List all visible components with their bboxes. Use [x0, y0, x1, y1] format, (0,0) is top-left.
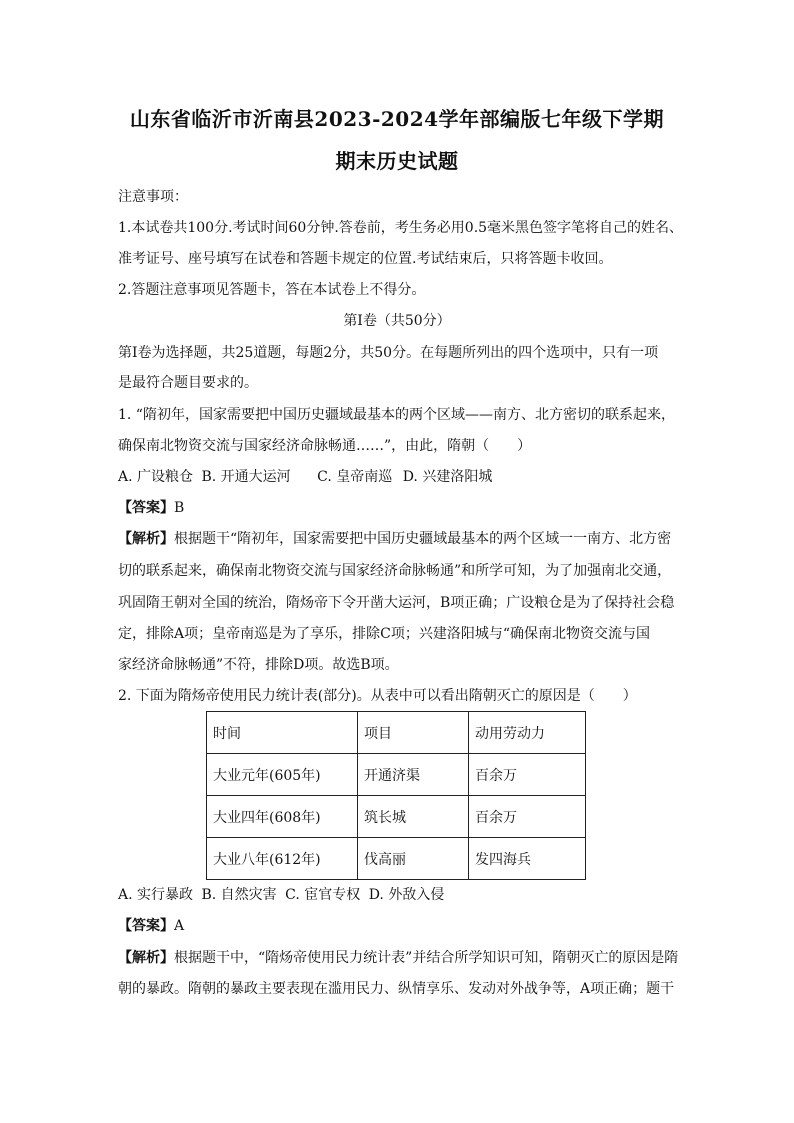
section1-heading: 第Ⅰ卷（共50分）	[343, 313, 451, 329]
q2-answer-value: A	[174, 918, 185, 934]
q1-answer-tag: 【答案】	[118, 500, 174, 516]
section1-intro-line2: 是最符合题目要求的。	[118, 375, 258, 391]
table-cell: 筑长城	[358, 796, 469, 838]
table-cell: 发四海兵	[469, 838, 586, 880]
q1-option-c: C. 皇帝南巡	[317, 469, 393, 485]
table-cell: 百余万	[469, 796, 586, 838]
exam-title-line1: 山东省临沂市沂南县2023-2024学年部编版七年级下学期	[129, 107, 665, 131]
q1-option-d: D. 兴建洛阳城	[402, 469, 493, 485]
q1-answer-value: B	[174, 500, 185, 516]
table-cell: 百余万	[469, 754, 586, 796]
q1-option-a: A. 广设粮仓	[118, 469, 194, 485]
table-row	[207, 838, 586, 880]
q1-analysis-text1: 根据题干“隋初年，国家需要把中国历史疆域最基本的两个区域一一南方、北方密	[174, 531, 672, 547]
exam-title-line2: 期末历史试题	[335, 149, 459, 173]
table-header-cell: 项目	[358, 712, 469, 754]
table-header-cell: 时间	[207, 712, 358, 754]
table-cell: 开通济渠	[358, 754, 469, 796]
q2-option-c: C. 宦官专权	[285, 887, 361, 903]
table-row	[207, 754, 586, 796]
table-cell: 大业元年(605年)	[207, 754, 358, 796]
q1-analysis-line4: 定，排除A项；皇帝南巡是为了享乐，排除C项；兴建洛阳城与“确保南北物资交流与国	[118, 626, 650, 642]
table-cell: 伐高丽	[358, 838, 469, 880]
table-cell: 大业四年(608年)	[207, 796, 358, 838]
q2-answer-tag: 【答案】	[118, 918, 174, 934]
q1-stem-line2: 确保南北物资交流与国家经济命脉畅通……”，由此，隋朝（ ）	[118, 438, 532, 454]
q1-analysis-line5: 家经济命脉畅通”不符，排除D项。故选B项。	[118, 657, 399, 673]
table-header-row	[207, 712, 586, 754]
q2-option-b: B. 自然灾害	[201, 887, 277, 903]
q1-analysis-line1	[118, 529, 688, 549]
q2-analysis-tag: 【解析】	[118, 950, 174, 966]
notice-item2: 2.答题注意事项见答题卡，答在本试卷上不得分。	[118, 282, 426, 298]
table-row	[207, 796, 586, 838]
table-cell: 大业八年(612年)	[207, 838, 358, 880]
q1-option-b: B. 开通大运河	[201, 469, 291, 485]
q2-analysis-line2: 朝的暴政。隋朝的暴政主要表现在滥用民力、纵情享乐、发动对外战争等，A项正确；题干	[118, 981, 675, 997]
q1-analysis-tag: 【解析】	[118, 531, 174, 547]
q2-option-d: D. 外敌入侵	[368, 887, 445, 903]
table-header-cell: 动用劳动力	[469, 712, 586, 754]
notice-item1-line1: 1.本试卷共100分.考试时间60分钟.答卷前，考生务必用0.5毫米黑色签字笔将自己的姓名、	[118, 220, 684, 236]
q1-options	[118, 467, 688, 487]
q1-analysis-line2: 切的联系起来，确保南北物资交流与国家经济命脉畅通”和所学可知，为了加强南北交通，	[118, 563, 672, 579]
q2-analysis-line1	[118, 948, 688, 968]
q2-labor-table	[206, 711, 586, 880]
section1-intro-line1: 第Ⅰ卷为选择题，共25道题，每题2分，共50分。在每题所列出的四个选项中，只有一项	[118, 345, 659, 361]
q2-stem: 2. 下面为隋炀帝使用民力统计表(部分)。从表中可以看出隋朝灭亡的原因是（ ）	[118, 688, 637, 704]
q2-answer	[118, 916, 688, 936]
notice-item1-line2: 准考证号、座号填写在试卷和答题卡规定的位置.考试结束后，只将答题卡收回。	[118, 251, 613, 267]
q1-stem-line1: 1. “隋初年，国家需要把中国历史疆域最基本的两个区域——南方、北方密切的联系起来，	[118, 407, 675, 423]
q1-answer	[118, 498, 688, 518]
q1-analysis-line3: 巩固隋王朝对全国的统治，隋炀帝下令开凿大运河，B项正确；广设粮仓是为了保持社会稳	[118, 595, 675, 611]
q2-analysis-text1: 根据题干中，“隋炀帝使用民力统计表”并结合所学知识可知，隋朝灭亡的原因是隋	[174, 950, 679, 966]
notice-heading: 注意事项：	[118, 189, 188, 205]
q2-options	[118, 885, 688, 905]
q2-option-a: A. 实行暴政	[118, 887, 194, 903]
